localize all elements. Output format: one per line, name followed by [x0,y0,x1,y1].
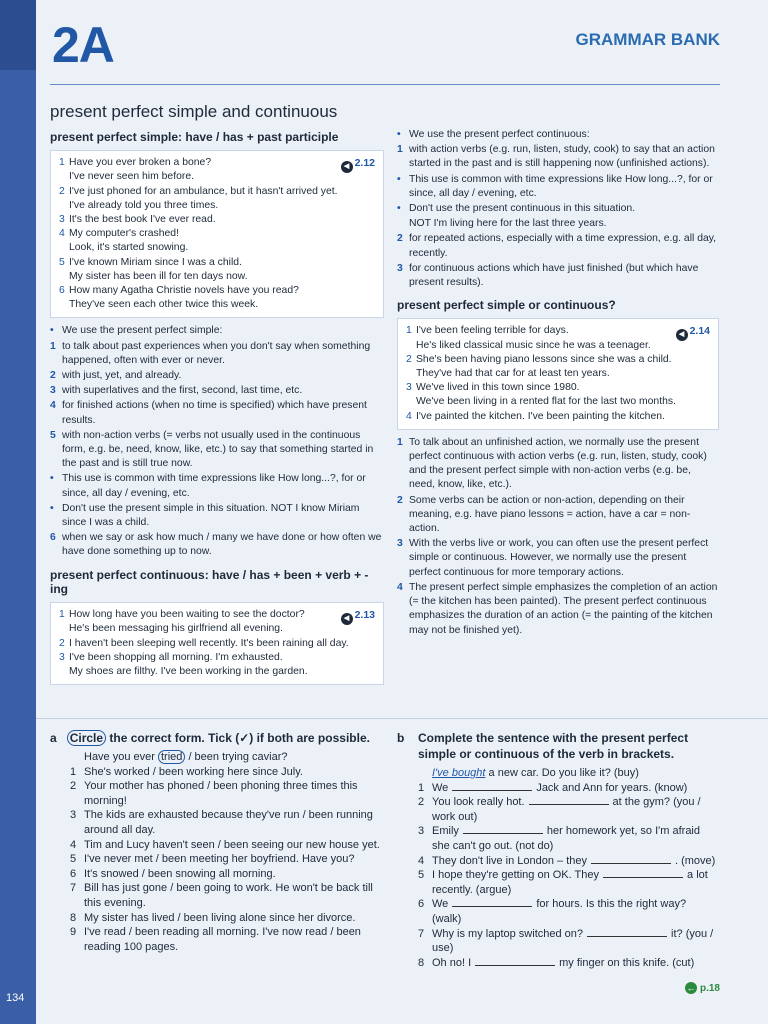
rule-line [397,173,719,201]
rule-number: 2 [50,370,56,382]
example-number [59,241,69,255]
page-title: present perfect simple and continuous [50,102,338,121]
section-divider [36,718,768,719]
example-line [406,381,710,395]
circle-word: Circle [67,730,106,746]
exercise-a-item [70,852,380,867]
exercise-b-list [418,766,718,970]
exercise-b-item [418,795,718,824]
header-rule [50,84,720,85]
item-number: 9 [70,926,77,939]
rule-number: • [50,502,54,514]
example-text: My sister has been ill for ten days now. [69,270,248,282]
example-number: 4 [406,410,412,422]
item-number: 8 [418,956,425,969]
example-number [59,199,69,213]
rule-number: 4 [50,400,56,412]
rule-text: With the verbs live or work, you can often use the present perfect simple or continuous. However, we normally use the present perfect continuous for more temporary actions. [409,538,709,578]
ppc-heading: present perfect continuous: have / has + been + verb + -ing [50,567,369,596]
example-line [59,608,375,622]
item-number: 3 [70,809,77,822]
answer-blank[interactable] [603,868,683,878]
item-text [432,956,718,971]
pps-heading: present perfect simple: have / has + past participle [50,130,339,144]
exercise-b-item [418,927,718,956]
item-suffix: a lot recently. (argue) [432,869,708,896]
item-text [432,897,718,926]
item-prefix: I hope they're getting on OK. They [432,869,600,882]
exercise-a-item [70,911,380,926]
item-text [432,781,718,796]
exercise-b-item [418,897,718,926]
item-number: 6 [70,867,77,880]
rule-number: • [50,325,54,337]
example-number: 2 [59,185,65,197]
rule-line [397,143,719,171]
item-number: 6 [418,898,425,911]
example-line [406,410,710,424]
example-line [59,665,375,679]
example-number: 4 [59,228,65,240]
rule-line [397,537,719,580]
item-text: Bill has just gone / been going to work. He won't be back till this evening. [84,882,373,909]
rule-text: for finished actions (when no time is specified) which have present results. [62,400,367,426]
example-line [59,199,375,213]
exercise-a-item [70,765,380,780]
rule-line [50,340,384,368]
audio-icon: ◀ [341,161,353,173]
rule-number: 1 [397,436,403,448]
example-text: We've lived in this town since 1980. [416,382,580,394]
exercise-b-item [418,781,718,796]
exercise-a-model: Have you ever tried / been trying caviar? [84,751,288,763]
item-number: 4 [418,854,425,867]
ppsc-examples-box [397,318,719,429]
right-column [397,128,719,639]
item-suffix: Jack and Ann for years. (know) [536,781,688,794]
example-text: I haven't been sleeping well recently. It's been raining all day. [69,637,349,649]
example-line [59,298,375,312]
rule-line [50,502,384,530]
example-line [59,227,375,241]
exercise-b-model: I've bought a new car. Do you like it? (buy) [432,767,639,779]
item-suffix: her homework yet, so I'm afraid she can't go out. (not do) [432,825,700,852]
model-circled-answer: tried [158,750,185,764]
example-text: My computer's crashed! [69,228,179,240]
rule-text: We use the present perfect simple: [62,325,223,337]
example-text: It's the best book I've ever read. [69,214,216,226]
rule-line [50,429,384,472]
item-number: 2 [418,796,425,809]
exercise-b-item [418,868,718,897]
example-number: 6 [59,285,65,297]
exercise-a-item [70,881,380,910]
rule-text: The present perfect simple emphasizes the completion of an action (= the kitchen has been painted). The present perfect continuous emphasizes the duration of an action (= the painting of the kitchen may not be finished yet). [409,581,718,636]
page-reference[interactable]: ← p.18 [686,983,720,994]
item-prefix: Why is my laptop switched on? [432,927,584,940]
example-text: She's been having piano lessons since she was a child. [416,353,672,365]
item-text: She's worked / been working here since July. [84,765,303,778]
item-text: I've read / been reading all morning. I've now read / been reading 100 pages. [84,926,361,953]
exercise-a-instruction: the correct form. Tick (✓) if both are possible. [106,731,370,745]
answer-blank[interactable] [452,897,532,907]
audio-icon: ◀ [341,613,353,625]
item-number: 1 [70,765,77,778]
rule-text: with non-action verbs (= verbs not usually used in the continuous form, e.g. be, need, know, like, etc.) to say that something started in the past and is still true now. [62,429,374,470]
rule-line [50,324,384,338]
ppc-examples-box [50,602,384,685]
example-line [406,395,710,409]
example-line [59,241,375,255]
rule-text: Don't use the present simple in this situation. NOT I know Miriam since I was a child. [62,502,360,529]
example-text: Look, it's started snowing. [69,242,189,254]
example-number [406,339,416,353]
example-text: They've seen each other twice this week. [69,299,259,311]
item-suffix: my finger on this knife. (cut) [559,956,695,969]
item-number: 5 [418,869,425,882]
rule-number: 5 [50,429,56,441]
item-text [432,868,718,897]
example-number: 5 [59,256,65,268]
rule-text: with just, yet, and already. [62,370,182,382]
exercise-a-item [70,838,380,853]
page-number: 134 [6,992,25,1004]
pps-rules [50,324,384,559]
item-prefix: We [432,781,449,794]
answer-blank[interactable] [587,927,667,937]
answer-blank[interactable] [463,824,543,834]
exercise-b-heading [397,730,719,762]
example-line [59,156,375,170]
ppc-rules [397,128,719,290]
item-number: 3 [418,825,425,838]
audio-button-2-14[interactable]: ◀ 2.14 [676,324,710,341]
item-prefix: You look really hot. [432,796,525,809]
item-text: Your mother has phoned / been phoning three times this morning! [84,780,358,807]
rule-text: with action verbs (e.g. run, listen, study, cook) to say that an action started in the past and is still happening now (unfinished actions). [409,144,715,170]
example-text: We've been living in a rented flat for the last two months. [416,396,676,408]
sidebar-band [0,0,36,1024]
rule-number: • [397,203,401,215]
rule-number [397,217,409,231]
example-number [406,367,416,381]
rule-line [50,399,384,427]
example-text: I've been shopping all morning. I'm exhausted. [69,651,283,663]
rule-number: 1 [50,340,56,352]
exercise-a-item [70,779,380,808]
item-prefix: We [432,898,449,911]
example-text: Have you ever broken a bone? [69,157,212,169]
rule-line [50,384,384,398]
item-text: It's snowed / been snowing all morning. [84,867,276,880]
example-line [59,170,375,184]
rule-text: Don't use the present continuous in this situation. [409,203,636,215]
item-number: 7 [418,927,425,940]
item-suffix: at the gym? (you / work out) [432,796,701,823]
example-line [59,270,375,284]
item-text: The kids are exhausted because they've run / been running around all day. [84,809,373,836]
rule-text: We use the present perfect continuous: [409,129,590,140]
ppsc-heading: present perfect simple or continuous? [397,298,616,313]
example-line [406,367,710,381]
item-suffix: it? (you / use) [432,927,714,955]
example-text: I've known Miriam since I was a child. [69,256,242,268]
model-answer: I've bought [432,767,486,779]
item-number: 4 [70,838,77,851]
rule-text: with superlatives and the first, second, last time, etc. [62,385,303,397]
rule-line [50,472,384,500]
example-number: 3 [406,382,412,394]
exercise-a-list [70,750,380,954]
rule-text: for continuous actions which have just finished (but which have present results). [409,262,699,289]
answer-blank[interactable] [475,956,555,966]
item-text: Tim and Lucy haven't seen / been seeing our new house yet. [84,838,380,851]
rule-text: NOT I'm living here for the last three years. [409,218,607,230]
example-number: 3 [59,214,65,226]
rule-line [397,494,719,537]
example-number [406,395,416,409]
rule-text: for repeated actions, especially with a time expression, e.g. all day, recently. [409,233,717,259]
example-number [59,270,69,284]
rule-line [397,262,719,290]
rule-text: when we say or ask how much / many we have done or how often we have done something up to now. [62,532,382,558]
unit-number: 2A [52,17,114,73]
example-number: 1 [59,609,65,621]
rule-text: This use is common with time expressions like How long...?, for or since, all day / evening, etc. [62,473,366,499]
item-number: 2 [70,780,77,793]
rule-number: 2 [397,233,403,245]
item-number: 5 [70,853,77,866]
rule-line [50,531,384,559]
rule-number: • [50,473,54,485]
exercise-b-instruction: Complete the sentence with the present perfect simple or continuous of the verb in brackets. [418,731,689,761]
rule-number: • [397,129,401,140]
item-suffix: . (move) [674,854,716,867]
audio-button-2-13[interactable]: ◀ 2.13 [341,608,375,625]
rule-line [397,581,719,638]
example-text: How long have you been waiting to see the doctor? [69,609,305,621]
audio-icon: ◀ [676,329,688,341]
rule-number: 3 [50,385,56,397]
item-prefix: They don't live in London – they [432,854,587,867]
pps-examples-box [50,150,384,318]
sidebar-top [0,0,36,70]
item-text: My sister has lived / been living alone since her divorce. [84,911,356,924]
answer-blank[interactable] [452,781,532,791]
rule-text: To talk about an unfinished action, we normally use the present perfect continuous with action verbs (e.g. run, listen, study, cook) and the present perfect simple with non-action verbs (e.g. be, need, know, like, etc.). [409,436,707,491]
exercise-a-item [70,925,380,954]
example-line [59,651,375,665]
item-text [432,854,718,869]
example-text: How many Agatha Christie novels have you read? [69,285,299,297]
example-number [59,665,69,679]
rule-line [397,217,719,231]
left-column [50,128,384,691]
exercise-a-heading [50,730,380,746]
rule-number: 3 [397,538,403,550]
grammar-bank-title: GRAMMAR BANK [575,30,720,49]
item-number: 7 [70,882,77,895]
ppsc-rules [397,436,719,638]
example-text: I've already told you three times. [69,199,219,211]
exercise-b-item [418,854,718,869]
item-text [432,927,718,956]
example-line [406,324,710,338]
example-number [59,298,69,312]
rule-text: This use is common with time expressions like How long...?, for or since, all day / evening, etc. [409,173,713,199]
item-suffix: for hours. Is this the right way? (walk) [432,898,687,925]
example-number: 2 [406,353,412,365]
example-text: I've painted the kitchen. I've been painting the kitchen. [416,410,665,422]
rule-number: 4 [397,581,403,593]
example-number: 3 [59,651,65,663]
rule-number: 1 [397,144,403,156]
item-prefix: Oh no! I [432,956,472,969]
item-prefix: Emily [432,825,459,838]
example-text: I've just phoned for an ambulance, but it hasn't arrived yet. [69,185,338,197]
rule-line [397,202,719,216]
example-text: I've never seen him before. [69,171,195,183]
item-number: 8 [70,911,77,924]
answer-blank[interactable] [591,854,671,864]
example-text: I've been feeling terrible for days. [416,325,569,337]
rule-line [50,369,384,383]
rule-number: • [397,173,401,185]
example-number [59,170,69,184]
example-number: 1 [59,157,65,169]
example-line [59,213,375,227]
exercise-b-item [418,956,718,971]
example-line [59,256,375,270]
example-text: He's been messaging his girlfriend all evening. [69,623,283,635]
example-number: 1 [406,325,412,337]
answer-blank[interactable] [529,795,609,805]
rule-number: 2 [397,494,403,506]
example-number [59,622,69,636]
example-line [406,353,710,367]
example-line [406,339,710,353]
rule-line [397,436,719,493]
example-text: My shoes are filthy. I've been working in the garden. [69,665,308,677]
rule-line [397,128,719,142]
exercise-a-letter: a [50,731,57,745]
rule-number: 3 [397,262,403,274]
rule-text: to talk about past experiences when you don't say when something happened, often with ever or never. [62,340,371,366]
example-line [59,284,375,298]
rule-text: Some verbs can be action or non-action, depending on their meaning, e.g. have piano lessons = action, have a car = non-action. [409,494,691,535]
exercise-b-item [418,824,718,853]
example-line [59,622,375,636]
audio-button-2-12[interactable]: ◀ 2.12 [341,156,375,173]
exercise-a-item [70,808,380,837]
rule-number: 6 [50,532,56,544]
example-text: He's liked classical music since he was a teenager. [416,339,651,351]
example-number: 2 [59,637,65,649]
item-text [432,824,718,853]
item-text [432,795,718,824]
exercise-a-item [70,867,380,882]
item-text: I've never met / been meeting her boyfriend. Have you? [84,853,355,866]
arrow-left-icon: ← [686,983,696,993]
example-text: They've had that car for at least ten years. [416,368,610,380]
exercise-b-letter: b [397,731,405,745]
example-line [59,637,375,651]
rule-line [397,232,719,260]
example-line [59,185,375,199]
item-number: 1 [418,781,425,794]
